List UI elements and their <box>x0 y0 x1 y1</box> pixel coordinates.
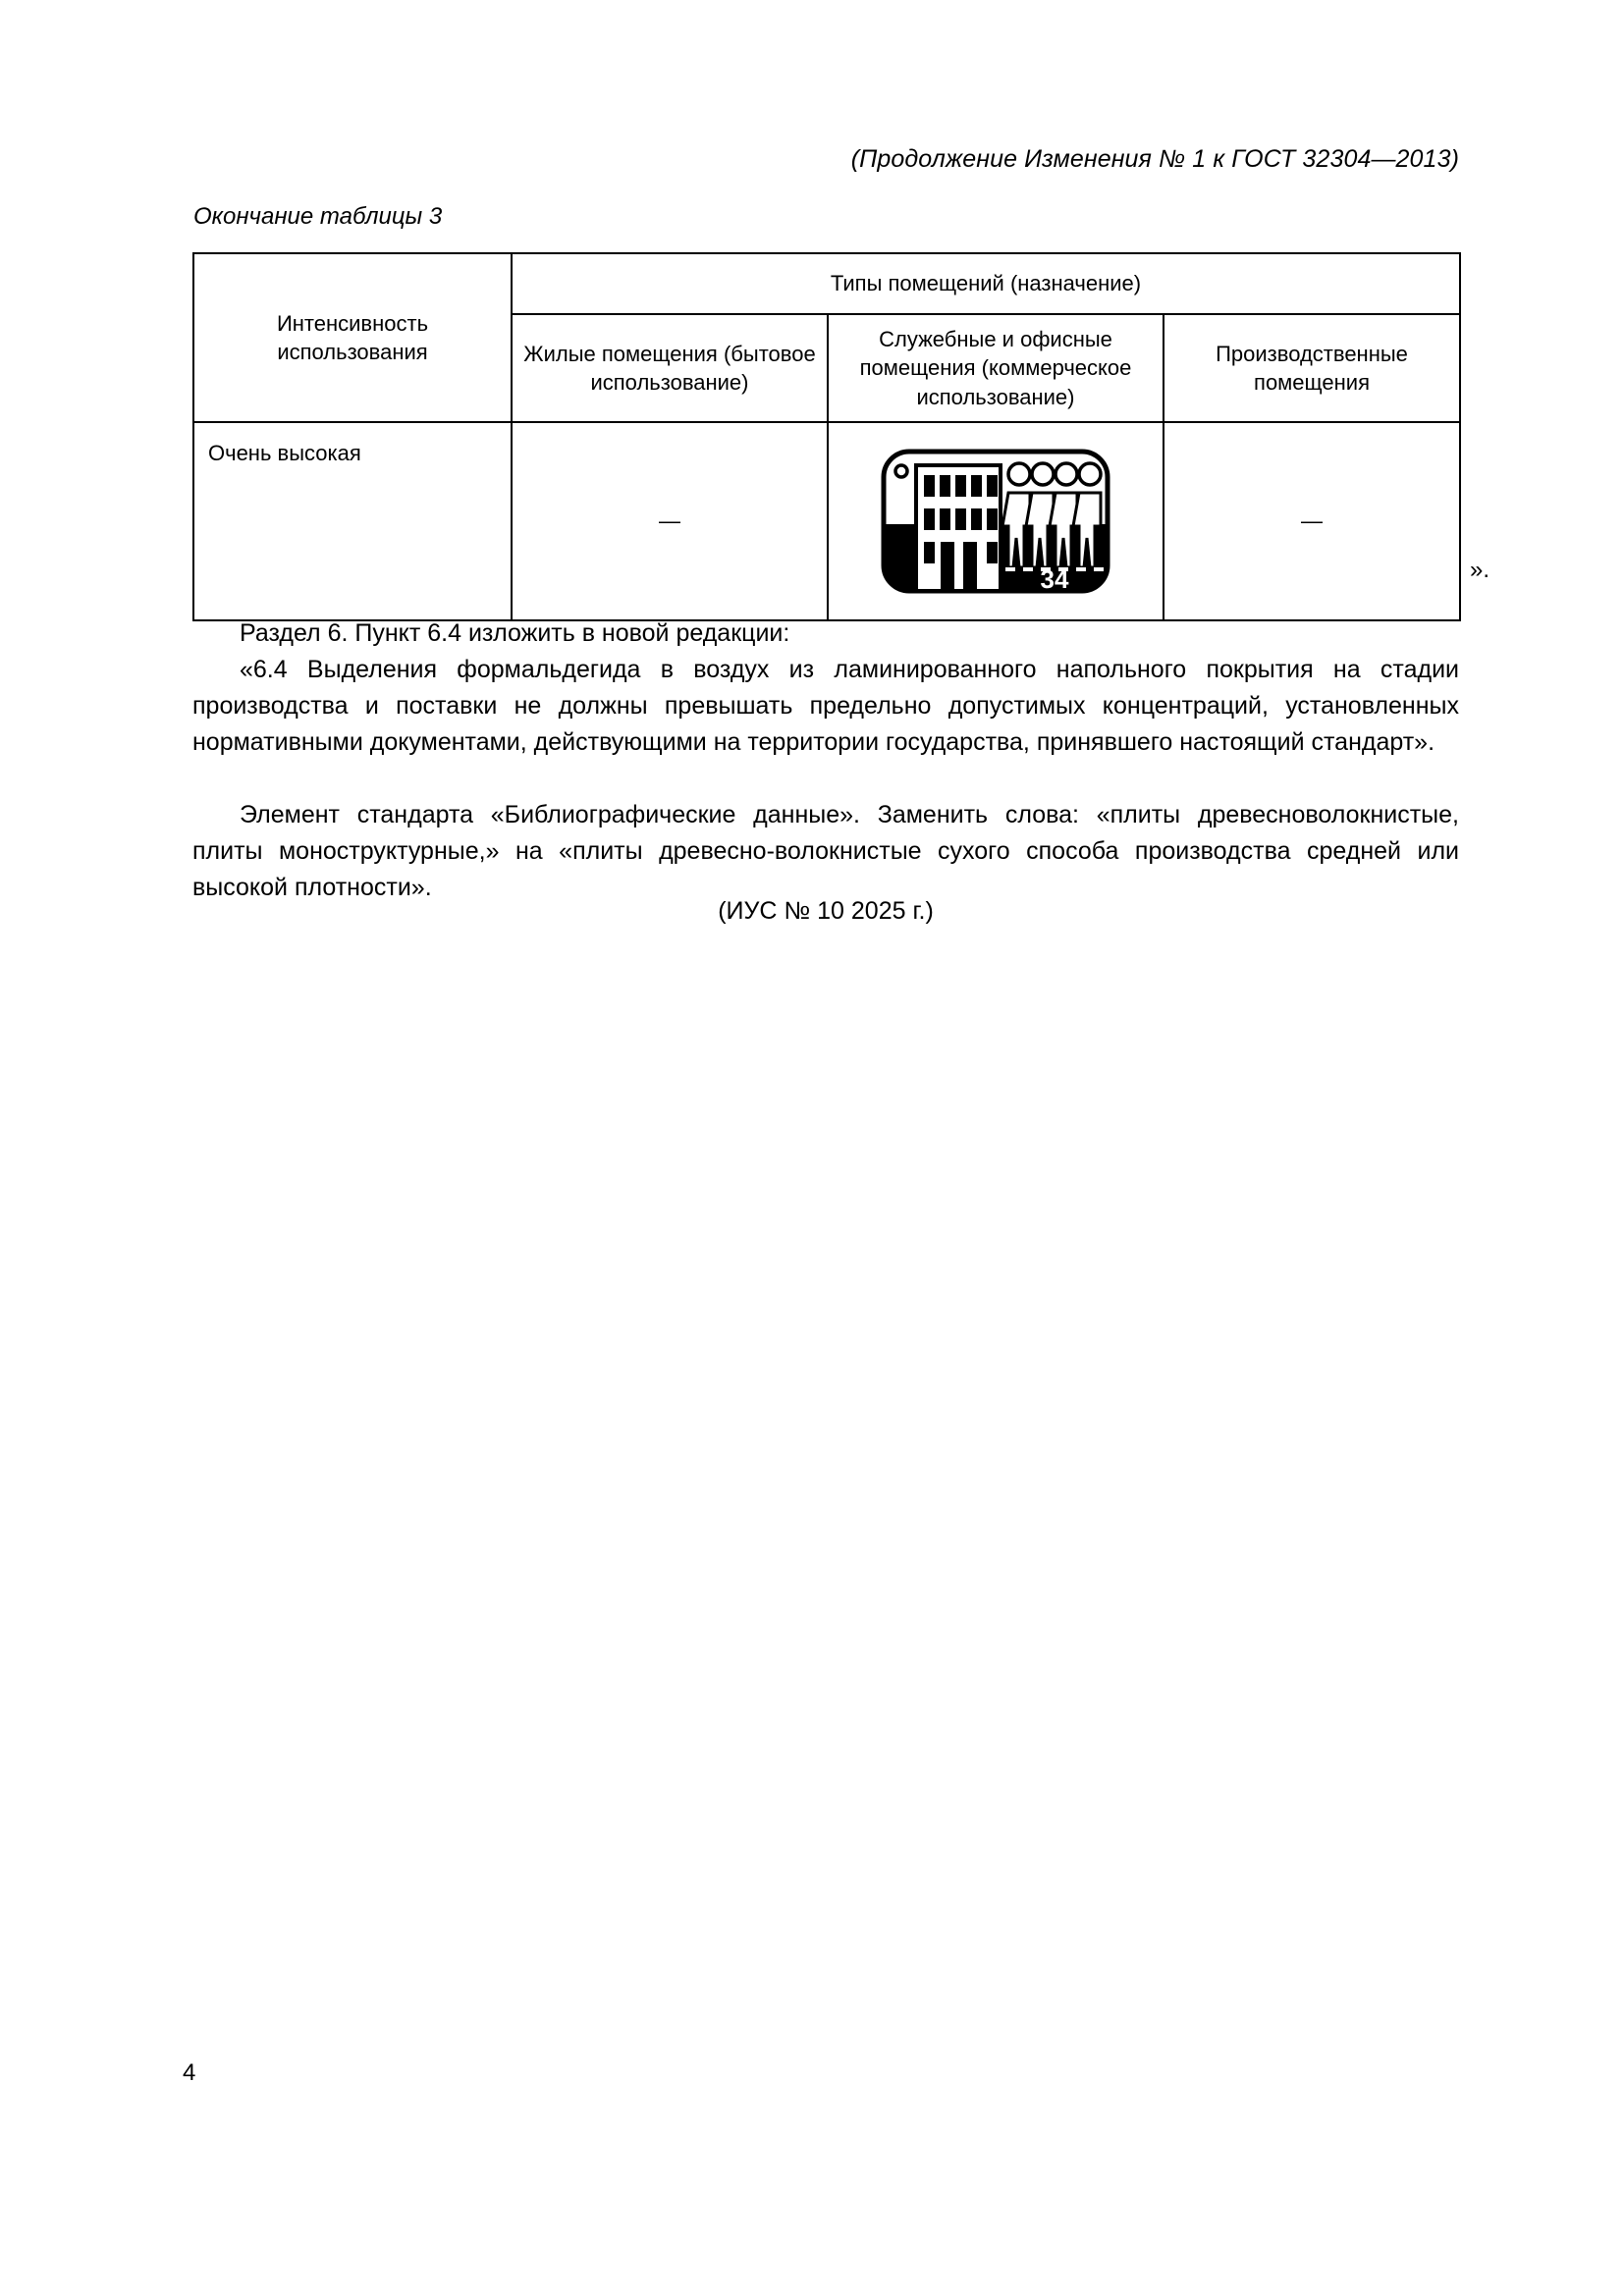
cell-residential-value: — <box>512 422 828 620</box>
cell-industrial-value: — <box>1164 422 1460 620</box>
running-header: (Продолжение Изменения № 1 к ГОСТ 32304—2013) <box>850 145 1459 173</box>
body-block-intro <box>192 615 1459 652</box>
paragraph-section-6-intro: Раздел 6. Пункт 6.4 изложить в новой редакции: <box>240 619 790 647</box>
building-and-people-class-pictogram-icon <box>880 448 1111 595</box>
header-commercial: Служебные и офисные помещения (коммерческое использование) <box>828 314 1164 422</box>
page-number: 4 <box>183 2059 196 2086</box>
pictogram-holder <box>829 448 1163 595</box>
pictogram-class-number: 34 <box>1040 564 1069 594</box>
row-label-very-high: Очень высокая <box>193 422 512 620</box>
table-closing-quote: ». <box>1470 557 1490 583</box>
header-industrial: Производственные помещения <box>1164 314 1460 422</box>
table-container <box>192 252 1459 621</box>
header-premise-types: Типы помещений (назначение) <box>512 253 1460 314</box>
table-row <box>193 422 1460 620</box>
paragraph-clause-6-4: «6.4 Выделения формальдегида в воздух из ламинированного напольного покрытия на стадии производства и поставки не должны превышать предельно допустимых концентраций, установленных нормативными документами, действующими на территории государства, принявшего настоящий стандарт». <box>192 656 1459 756</box>
intensity-table <box>192 252 1461 621</box>
table-header-row-group <box>193 253 1460 314</box>
body-block-bibliographic <box>192 797 1459 906</box>
header-intensity: Интенсивность использования <box>193 253 512 422</box>
header-residential: Жилые помещения (бытовое использование) <box>512 314 828 422</box>
body-block-clause <box>192 652 1459 761</box>
paragraph-bibliographic-data: Элемент стандарта «Библиографические данные». Заменить слова: «плиты древесноволокнистые, плиты моноструктурные,» на «плиты древесно-волокнистые сухого способа производства средней или высокой плотности». <box>192 801 1459 901</box>
ius-reference-note: (ИУС № 10 2025 г.) <box>718 897 934 925</box>
cell-commercial-pictogram <box>828 422 1164 620</box>
table-caption: Окончание таблицы 3 <box>193 203 443 230</box>
